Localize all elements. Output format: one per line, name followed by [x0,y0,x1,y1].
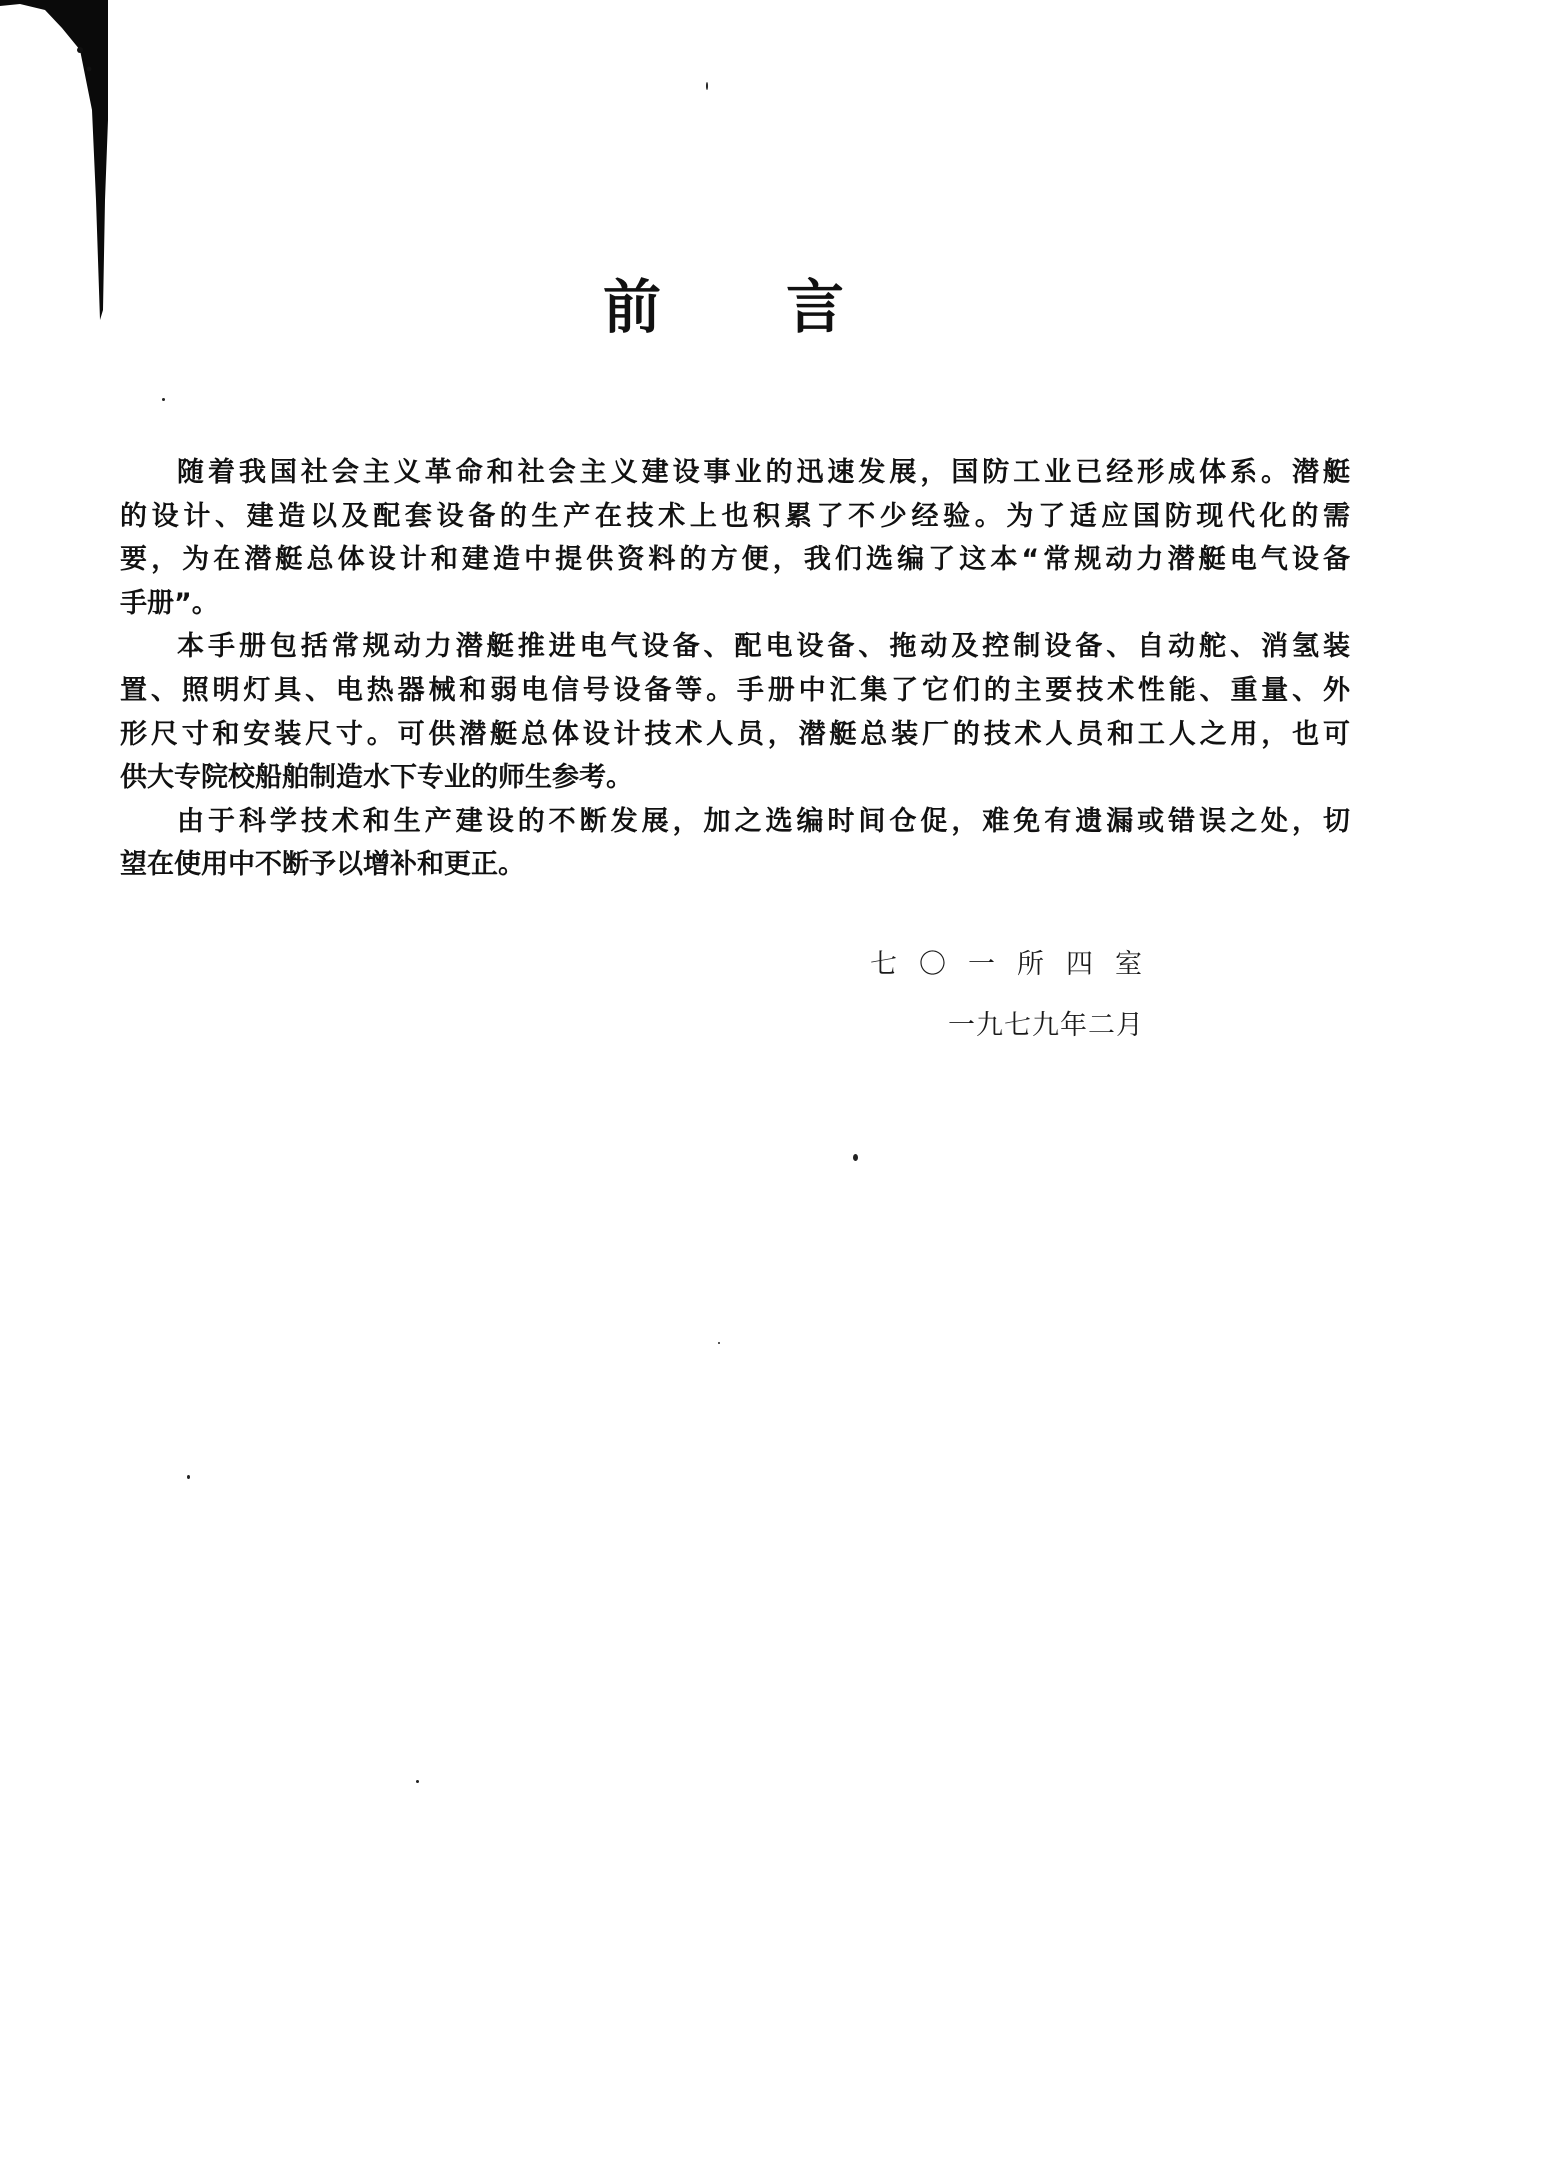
paragraph-line: 要，为在潜艇总体设计和建造中提供资料的方便，我们选编了这本“常规动力潜艇电气设备 [120,544,1350,576]
paragraph-line: 本手册包括常规动力潜艇推进电气设备、配电设备、拖动及控制设备、自动舵、消氢装 [177,631,1350,663]
scan-speck [162,398,165,401]
page-title [0,272,1547,342]
paragraph-line: 形尺寸和安装尺寸。可供潜艇总体设计技术人员，潜艇总装厂的技术人员和工人之用，也可 [120,718,1350,750]
title-char-2: 言 [786,273,845,341]
paragraph-line: 望在使用中不断予以增补和更正。 [120,849,525,881]
scan-speck [706,82,708,90]
scan-speck [187,1475,190,1479]
paragraph-line: 的设计、建造以及配套设备的生产在技术上也积累了不少经验。为了适应国防现代化的需 [120,500,1350,532]
scan-speck [416,1780,419,1783]
paragraph-line: 供大专院校船舶制造水下专业的师生参考。 [120,762,633,794]
paragraph-line: 置、照明灯具、电热器械和弱电信号设备等。手册中汇集了它们的主要技术性能、重量、外 [120,674,1350,706]
paragraph-2 [120,625,1350,799]
paragraph-line: 由于科学技术和生产建设的不断发展，加之选编时间仓促，难免有遗漏或错误之处，切 [177,805,1350,837]
paragraph-line: 随着我国社会主义革命和社会主义建设事业的迅速发展，国防工业已经形成体系。潜艇 [177,457,1350,488]
paragraph-3 [120,800,1350,887]
paragraph-1 [120,451,1350,625]
title-char-1: 前 [603,273,662,341]
signature-date: 一九七九年二月 [948,1010,1144,1041]
signature-organization: 七〇一所四室 [870,949,1164,980]
paragraph-line: 手册”。 [120,587,219,619]
preface-body [120,451,1350,887]
scan-speck [853,1154,858,1161]
scan-speck [718,1342,720,1344]
